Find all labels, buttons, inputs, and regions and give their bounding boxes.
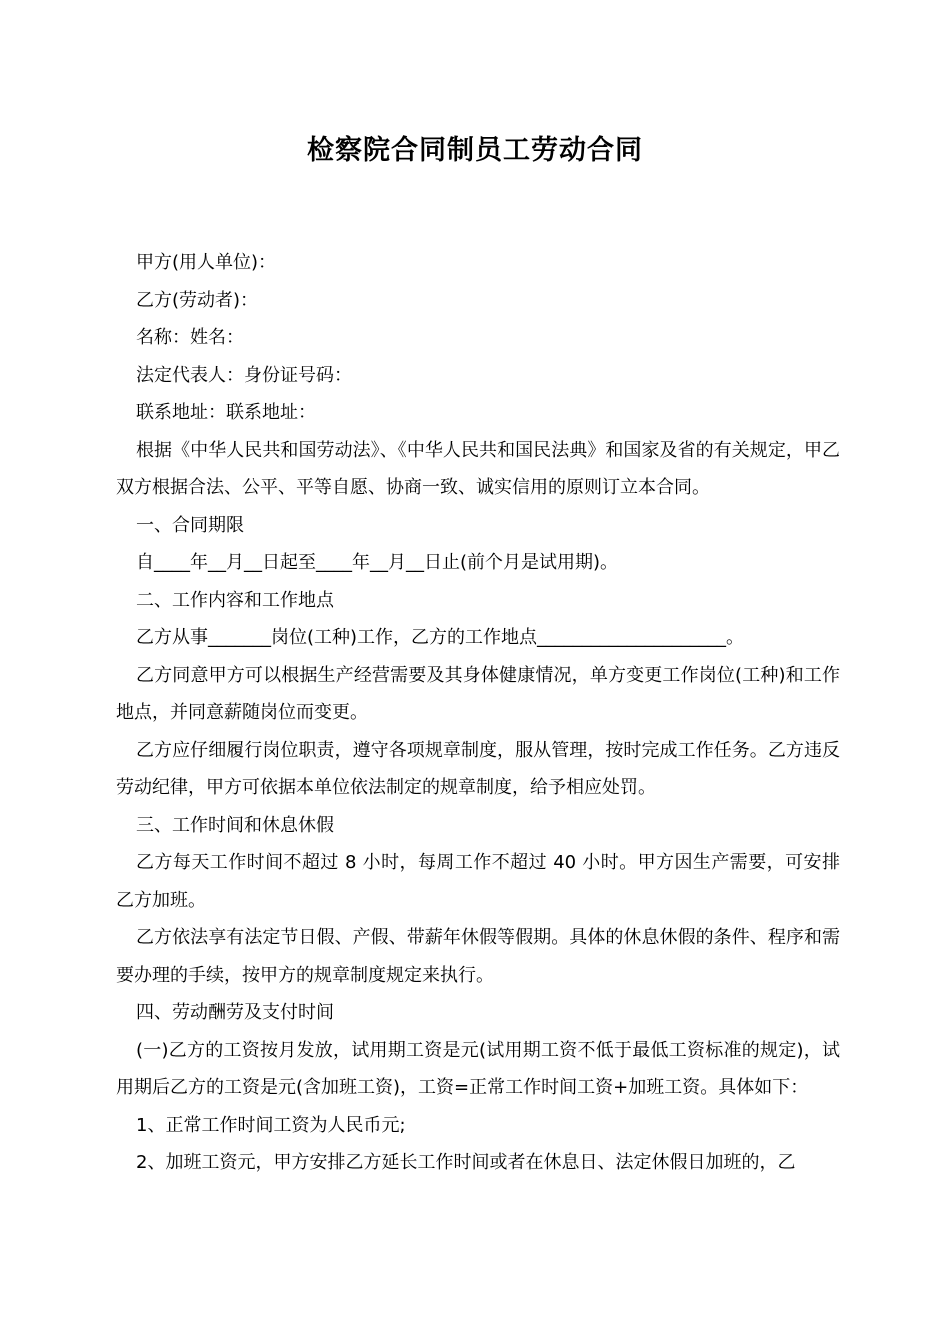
- term-paragraph: 自____年__月__日起至____年__月__日止(前个月是试用期)。: [136, 552, 619, 573]
- section-heading-term: 一、合同期限: [136, 514, 244, 536]
- preamble-paragraph: 根据《中华人民共和国劳动法》、《中华人民共和国民法典》和国家及省的有关规定，甲乙双方根据合法、公平、平等自愿、协商一致、诚实信用的原则订立本合同。: [116, 439, 840, 498]
- party-b-line: 乙方(劳动者)：: [136, 289, 259, 311]
- name-line: 名称：姓名：: [136, 327, 244, 348]
- address-line: 联系地址：联系地址：: [136, 402, 316, 423]
- section-heading-work: 二、工作内容和工作地点: [136, 589, 334, 611]
- hours-paragraph: 乙方每天工作时间不超过 8 小时，每周工作不超过 40 小时。甲方因生产需要，可安排乙方加班。: [116, 852, 840, 911]
- section-heading-pay: 四、劳动酬劳及支付时间: [136, 1002, 334, 1023]
- pay-item-1: 1、正常工作时间工资为人民币元;: [136, 1114, 406, 1136]
- representative-line: 法定代表人：身份证号码：: [136, 364, 352, 386]
- document-title: 检察院合同制员工劳动合同: [307, 135, 643, 166]
- party-a-line: 甲方(用人单位)：: [136, 252, 277, 273]
- pay-paragraph: (一)乙方的工资按月发放，试用期工资是元(试用期工资不低于最低工资标准的规定)，试用期后乙方的工资是元(含加班工资)，工资=正常工作时间工资+加班工资。具体如下：: [116, 1039, 840, 1098]
- leave-paragraph: 乙方依法享有法定节日假、产假、带薪年休假等假期。具体的休息休假的条件、程序和需要办理的手续，按甲方的规章制度规定来执行。: [116, 927, 840, 986]
- document-body: [116, 244, 840, 1182]
- work-change-paragraph: 乙方同意甲方可以根据生产经营需要及其身体健康情况，单方变更工作岗位(工种)和工作地点，并同意薪随岗位而变更。: [116, 664, 840, 723]
- pay-item-2: 2、加班工资元，甲方安排乙方延长工作时间或者在休息日、法定休假日加班的，乙: [136, 1152, 796, 1173]
- section-heading-hours: 三、工作时间和休息休假: [136, 814, 334, 836]
- work-duty-paragraph: 乙方应仔细履行岗位职责，遵守各项规章制度，服从管理，按时完成工作任务。乙方违反劳动纪律，甲方可依据本单位依法制定的规章制度，给予相应处罚。: [116, 739, 840, 798]
- work-position-paragraph: 乙方从事_______岗位(工种)工作，乙方的工作地点_____________________。: [136, 627, 745, 648]
